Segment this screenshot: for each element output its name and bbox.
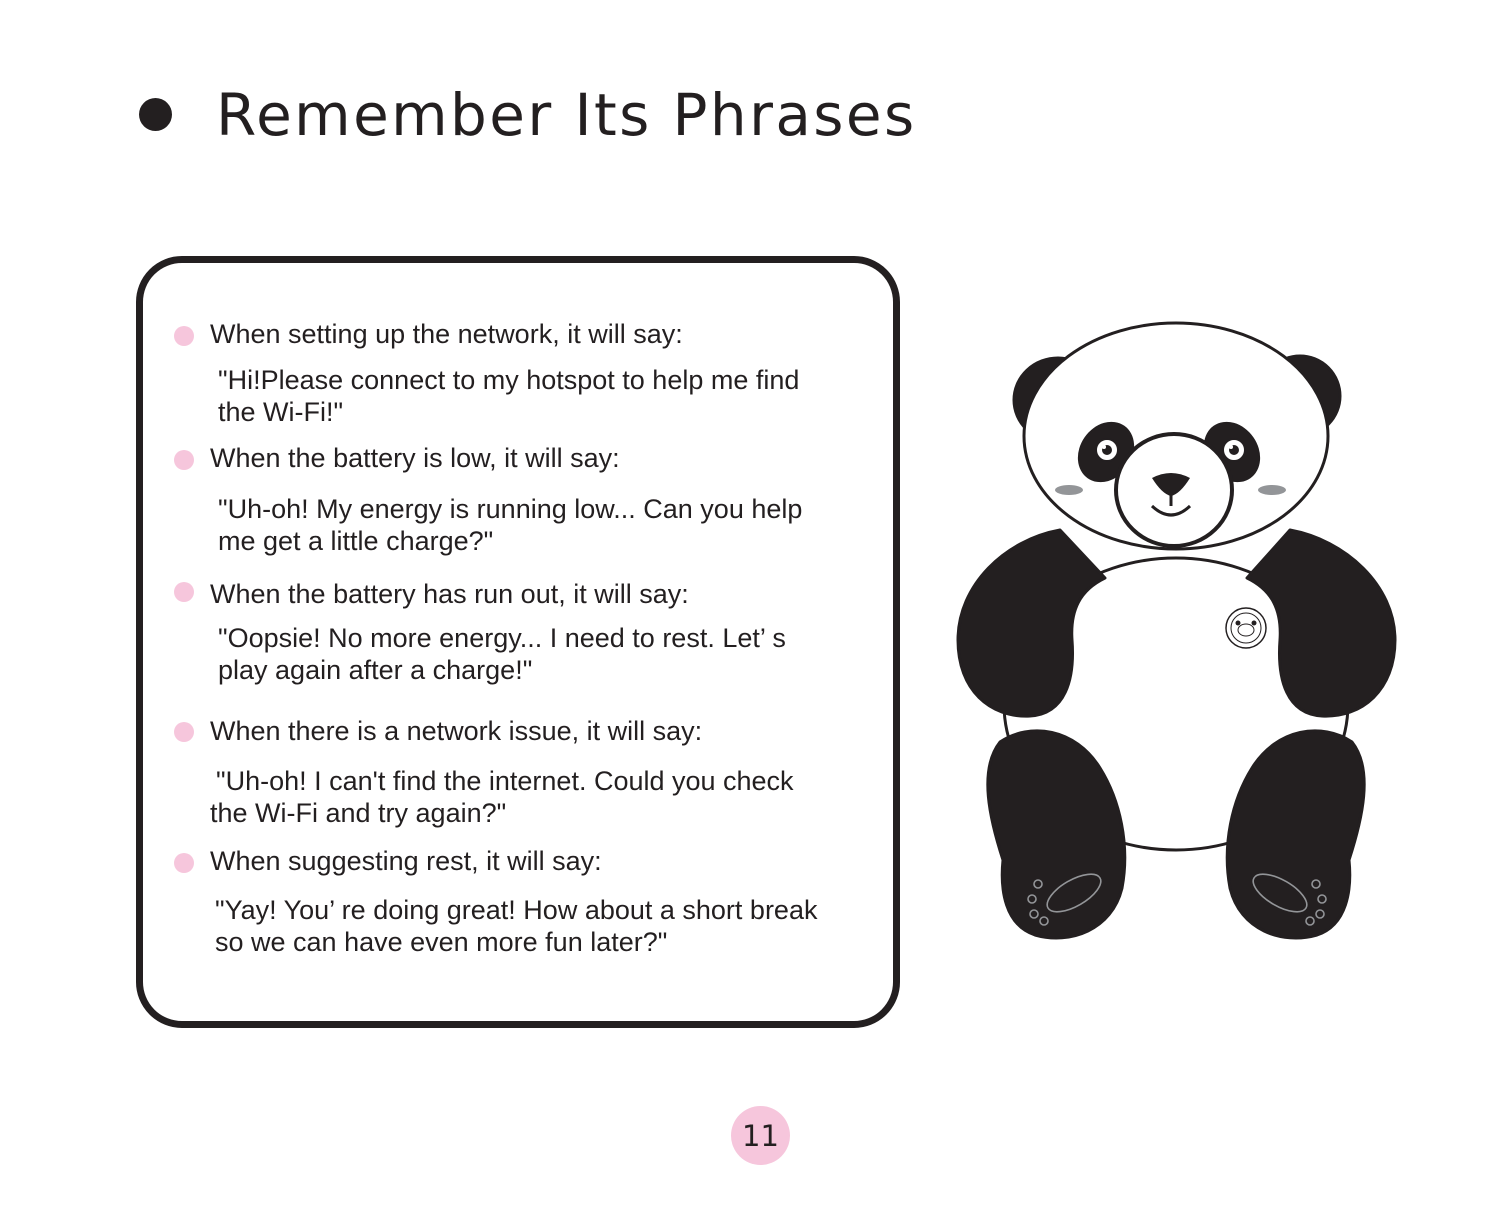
- phrase-bullet: [174, 450, 194, 470]
- phrase-quote-line: the Wi-Fi and try again?": [210, 798, 507, 828]
- phrase-heading: When the battery has run out, it will say:: [210, 579, 689, 609]
- phrase-bullet: [174, 722, 194, 742]
- right-cheek: [1258, 485, 1286, 495]
- phrase-heading: When there is a network issue, it will say:: [210, 716, 703, 746]
- panda-illustration: [950, 318, 1405, 948]
- page-number: 11: [731, 1106, 790, 1165]
- phrase-bullet: [174, 326, 194, 346]
- badge-icon: [1226, 608, 1266, 648]
- phrase-quote-line: play again after a charge!": [218, 655, 533, 685]
- phrase-bullet: [174, 853, 194, 873]
- phrase-quote-line: the Wi-Fi!": [218, 397, 344, 427]
- phrase-quote-line: me get a little charge?": [218, 526, 494, 556]
- phrase-bullet: [174, 582, 194, 602]
- phrase-quote-line: "Uh-oh! I can't find the internet. Could you check: [216, 766, 794, 796]
- phrase-heading: When suggesting rest, it will say:: [210, 846, 602, 876]
- left-cheek: [1055, 485, 1083, 495]
- title-bullet: [139, 98, 172, 131]
- page-title: Remember Its Phrases: [216, 81, 917, 149]
- phrase-heading: When setting up the network, it will say:: [210, 319, 683, 349]
- phrase-heading: When the battery is low, it will say:: [210, 443, 620, 473]
- phrase-quote-line: so we can have even more fun later?": [215, 927, 668, 957]
- phrase-quote-line: "Uh-oh! My energy is running low... Can you help: [218, 494, 803, 524]
- phrase-quote-line: "Hi!Please connect to my hotspot to help me find: [218, 365, 800, 395]
- phrase-quote-line: "Yay! You’ re doing great! How about a short break: [215, 895, 818, 925]
- phrase-quote-line: "Oopsie! No more energy... I need to rest. Let’ s: [218, 623, 786, 653]
